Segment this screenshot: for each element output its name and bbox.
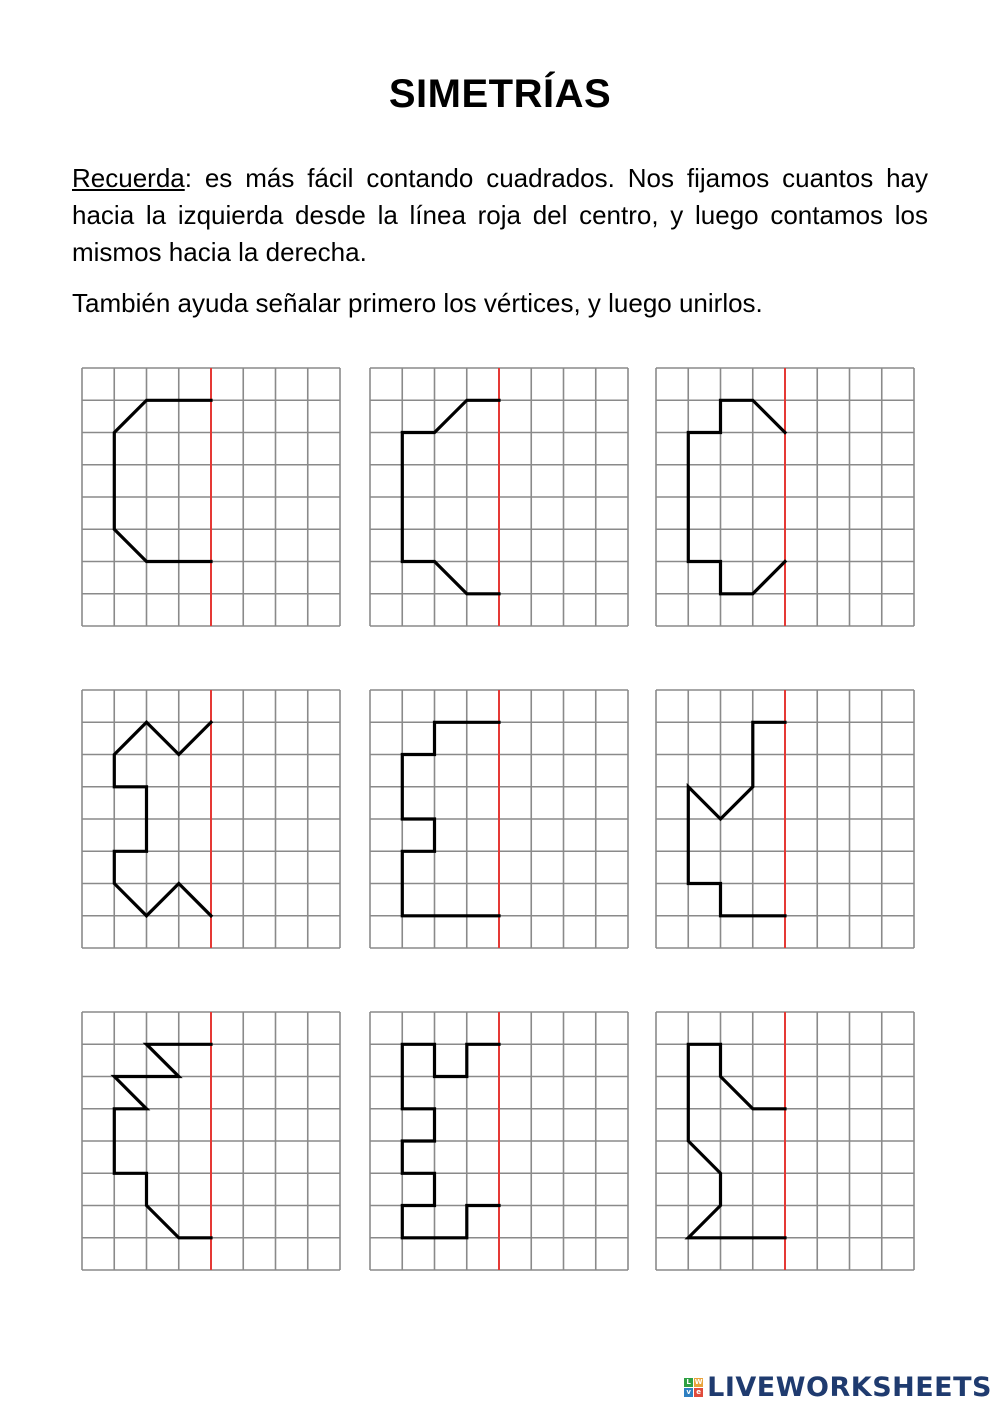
- symmetry-grid-1[interactable]: [82, 368, 340, 626]
- symmetry-grid-9[interactable]: [656, 1012, 914, 1270]
- tip-paragraph: También ayuda señalar primero los vértices, y luego unirlos.: [72, 288, 763, 318]
- page-title: SIMETRÍAS: [388, 72, 612, 116]
- symmetry-grid-6[interactable]: [656, 690, 914, 948]
- logo-cell: W: [694, 1377, 703, 1386]
- logo-cell: v: [684, 1388, 693, 1397]
- symmetry-grid-4[interactable]: [82, 690, 340, 948]
- symmetry-grid-7[interactable]: [82, 1012, 340, 1270]
- symmetry-grid-3[interactable]: [656, 368, 914, 626]
- symmetry-grid-8[interactable]: [370, 1012, 628, 1270]
- logo-cell: e: [694, 1388, 703, 1397]
- footer-brand: [684, 1367, 992, 1407]
- liveworksheets-logo-icon: [684, 1378, 703, 1397]
- logo-cell: L: [684, 1378, 693, 1387]
- brand-name: LIVEWORKSHEETS: [707, 1371, 992, 1403]
- half-figure: [114, 400, 211, 561]
- symmetry-grid-5[interactable]: [370, 690, 628, 948]
- instructions-text: : es más fácil contando cuadrados. Nos fijamos cuantos hay hacia la izquierda desde la línea roja del centro, y luego contamos los mismos hacia la derecha.: [72, 163, 928, 267]
- recuerda-label: Recuerda: [72, 163, 185, 193]
- symmetry-grid-2[interactable]: [370, 368, 628, 626]
